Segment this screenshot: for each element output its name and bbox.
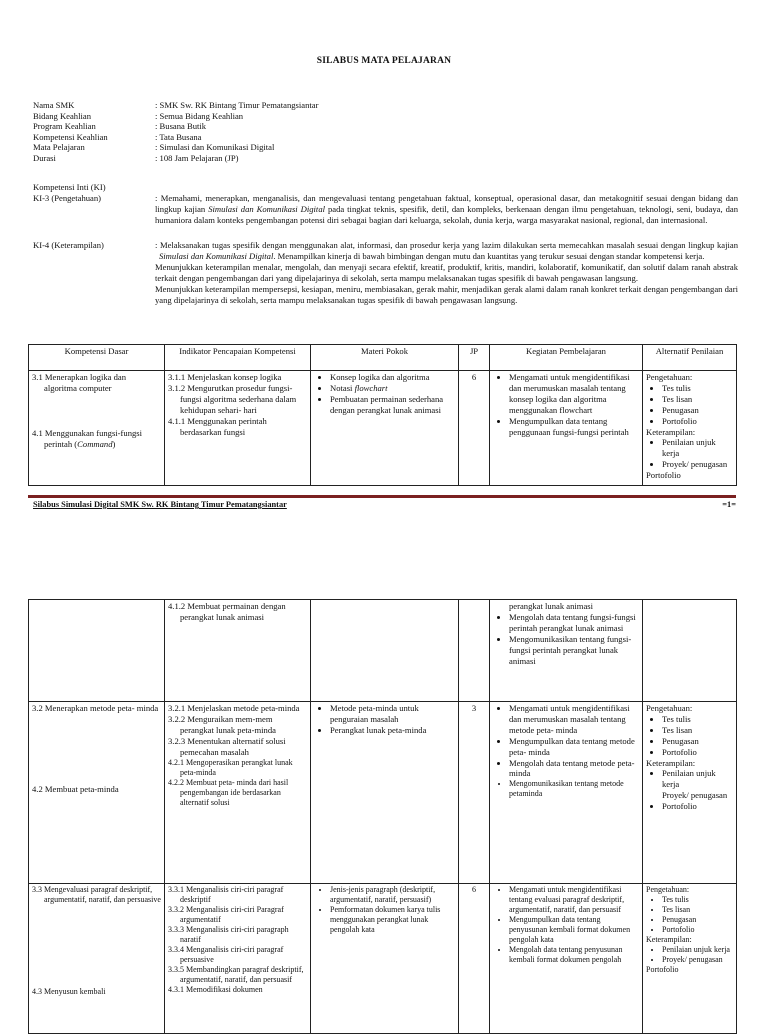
materi-cell: • Metode peta-minda untuk penguraian masalah • Perangkat lunak peta-minda <box>311 702 459 884</box>
identity-row <box>33 121 318 132</box>
materi-cell: • Konsep logika dan algoritma • Notasi flowchart • Pembuatan permainan sederhana dengan perangkat lunak animasi <box>311 371 459 486</box>
identity-value: : 108 Jam Pelajaran (JP) <box>155 152 239 163</box>
ki3-label: KI-3 (Pengetahuan) <box>33 193 102 203</box>
header-indikator: Indikator Pencapaian Kompetensi <box>165 345 311 371</box>
penilaian-cell <box>643 600 737 702</box>
identity-label: Kompetensi Keahlian <box>33 131 108 142</box>
jp-cell: 3 <box>459 702 490 884</box>
syllabus-table-page2 <box>28 599 737 1034</box>
kd-cell <box>29 600 165 702</box>
identity-label: Program Keahlian <box>33 121 96 132</box>
indikator-cell: 3.2.1 Menjelaskan metode peta-minda 3.2.2 Menguraikan mem-mem perangkat lunak peta-minda 3.2.3 Menentukan alternatif solusi pemecahan masalah 4.2.1 Mengoperasikan perangkat lunak peta-minda 4.2.2 Membuat peta- minda dari hasil pengembangan ide berdasarkan alternatif solusi <box>165 702 311 884</box>
identity-row <box>33 153 318 164</box>
page-footer <box>33 500 736 509</box>
kegiatan-cell: • Mengamati untuk mengidentifikasi dan merumuskan masalah tentang konsep logika dan algoritma menggunakan flowchart • Mengumpulkan data tentang penggunaan fungsi-fungsi perintah <box>490 371 643 486</box>
kegiatan-cell: perangkat lunak animasi • Mengolah data tentang fungsi-fungsi perintah perangkat lunak animasi • Mengomunikasikan tentang fungsi-fungsi perintah perangkat lunak animasi <box>490 600 643 702</box>
identity-value: : Busana Butik <box>155 121 207 132</box>
footer-rule <box>28 495 736 498</box>
ki4-text: : Melaksanakan tugas spesifik dengan menggunakan alat, informasi, dan prosedur kerja yang lazim dilakukan serta memecahkan masalah sesuai dengan lingkup kajian Simulasi dan Komunikasi Digital. Menampilkan kinerja di bawah bimbingan dengan mutu dan kuantitas yang terukur sesuai dengan standar kompetensi kerja. Menunjukkan keterampilan menalar, mengolah, dan menyaji secara efektif, kreatif, produktif, kritis, mandiri, kolaboratif, komunikatif, dan solutif dalam ranah abstrak terkait dengan pengembangan dari yang dipelajarinya di sekolah, serta mampu melaksanakan tugas spesifik di bawah pengawasan langsung. Menunjukkan keterampilan mempersepsi, kesiapan, meniru, membiasakan, gerak mahir, menjadikan gerak alami dalam ranah konkret terkait dengan pengembangan dari yang dipelajarinya di sekolah, serta mampu melaksanakan tugas spesifik di bawah pengawasan langsung. <box>155 240 738 305</box>
indikator-cell: 4.1.2 Membuat permainan dengan perangkat lunak animasi <box>165 600 311 702</box>
kd-cell: 3.2 Menerapkan metode peta- minda 4.2 Membuat peta-minda <box>29 702 165 884</box>
penilaian-cell: Pengetahuan: • Tes tulis • Tes lisan • Penugasan • Portofolio Keterampilan: • Penilaian unjuk kerja • Proyek/ penugasan Portofolio <box>643 884 737 1034</box>
ki-heading: Kompetensi Inti (KI) <box>33 182 106 192</box>
penilaian-cell: Pengetahuan: • Tes tulis • Tes lisan • Penugasan • Portofolio Keterampilan: • Penilaian unjuk kerja Proyek/ penugasan • Portofolio <box>643 702 737 884</box>
materi-cell: • Jenis-jenis paragraph (deskriptif, argumentatif, naratif, persuasif) • Pemformatan dokumen karya tulis menggunakan perangkat lunak pengolah kata <box>311 884 459 1034</box>
header-materi-pokok: Materi Pokok <box>311 345 459 371</box>
ki3-text: : Memahami, menerapkan, menganalisis, dan mengevaluasi tentang pengetahuan faktual, konseptual, operasional dasar, dan metakognitif sesuai dengan bidang dan lingkup kajian Simulasi dan Komunikasi Digital pada tingkat teknis, spesifik, detil, dan kompleks, berkenaan dengan ilmu pengetahuan, teknologi, seni, budaya, dan humaniora dalam konteks pengembangan potensi diri sebagai bagian dari keluarga, sekolah, dunia kerja, warga masyarakat nasional, regional, dan internasional. <box>155 193 738 225</box>
identity-row <box>33 132 318 143</box>
page-title: SILABUS MATA PELAJARAN <box>316 56 452 66</box>
materi-cell <box>311 600 459 702</box>
syllabus-table-page1 <box>28 344 737 486</box>
identity-row <box>33 111 318 122</box>
kd-cell: 3.1 Menerapkan logika dan algoritma computer 4.1 Menggunakan fungsi-fungsi perintah (Command) <box>29 371 165 486</box>
kd-cell: 3.3 Mengevaluasi paragraf deskriptif, argumentatif, naratif, dan persuasive 4.3 Menyusun kembali <box>29 884 165 1034</box>
indikator-cell: 3.1.1 Menjelaskan konsep logika 3.1.2 Mengurutkan prosedur fungsi- fungsi algoritma sederhana dalam kehidupan sehari- hari 4.1.1 Menggunakan perintah berdasarkan fungsi <box>165 371 311 486</box>
indikator-cell: 3.3.1 Menganalisis ciri-ciri paragraf deskriptif 3.3.2 Menganalisis ciri-ciri Paragraf argumentatif 3.3.3 Menganalisis ciri-ciri paragraph naratif 3.3.4 Menganalisis ciri-ciri paragraf persuasive 3.3.5 Membandingkan paragraf deskriptif, argumentatif, naratif, dan persuasif 4.3.1 Memodifikasi dokumen <box>165 884 311 1034</box>
ki4-label: KI-4 (Keterampilan) <box>33 240 104 250</box>
header-kegiatan: Kegiatan Pembelajaran <box>490 345 643 371</box>
jp-cell: 6 <box>459 884 490 1034</box>
identity-value: : Simulasi dan Komunikasi Digital <box>155 142 275 153</box>
identity-row <box>33 142 318 153</box>
footer-title: Silabus Simulasi Digital SMK Sw. RK Bintang Timur Pematangsiantar <box>33 500 287 509</box>
identity-label: Durasi <box>33 152 56 163</box>
identity-label: Bidang Keahlian <box>33 110 91 121</box>
identity-value: : Tata Busana <box>155 131 202 142</box>
identity-label: Mata Pelajaran <box>33 142 85 153</box>
header-penilaian: Alternatif Penilaian <box>643 345 737 371</box>
identity-label: Nama SMK <box>33 100 75 110</box>
kegiatan-cell: • Mengamati untuk mengidentifikasi dan merumuskan masalah tentang metode peta- minda • Mengumpulkan data tentang metode peta- minda • Mengolah data tentang metode peta-minda • Mengomunikasikan tentang metode petaminda <box>490 702 643 884</box>
identity-row <box>33 100 318 111</box>
identity-value: : Semua Bidang Keahlian <box>155 110 244 121</box>
header-jp: JP <box>459 345 490 371</box>
jp-cell: 6 <box>459 371 490 486</box>
kegiatan-cell: • Mengamati untuk mengidentifikasi tentang evaluasi paragraf deskriptif, argumentatif, naratif, dan persuasif • Mengumpulkan data tentang penyusunan kembali format dokumen pengolah kata • Mengolah data tentang penyusunan kembali format dokumen pengolah <box>490 884 643 1034</box>
header-kompetensi-dasar: Kompetensi Dasar <box>29 345 165 371</box>
identity-block <box>33 100 318 164</box>
penilaian-cell: Pengetahuan: • Tes tulis • Tes lisan • Penugasan • Portofolio Keterampilan: • Penilaian unjuk kerja • Proyek/ penugasan Portofolio <box>643 371 737 486</box>
jp-cell <box>459 600 490 702</box>
identity-value: : SMK Sw. RK Bintang Timur Pematangsiantar <box>155 100 319 110</box>
page-number: =1= <box>722 500 736 509</box>
